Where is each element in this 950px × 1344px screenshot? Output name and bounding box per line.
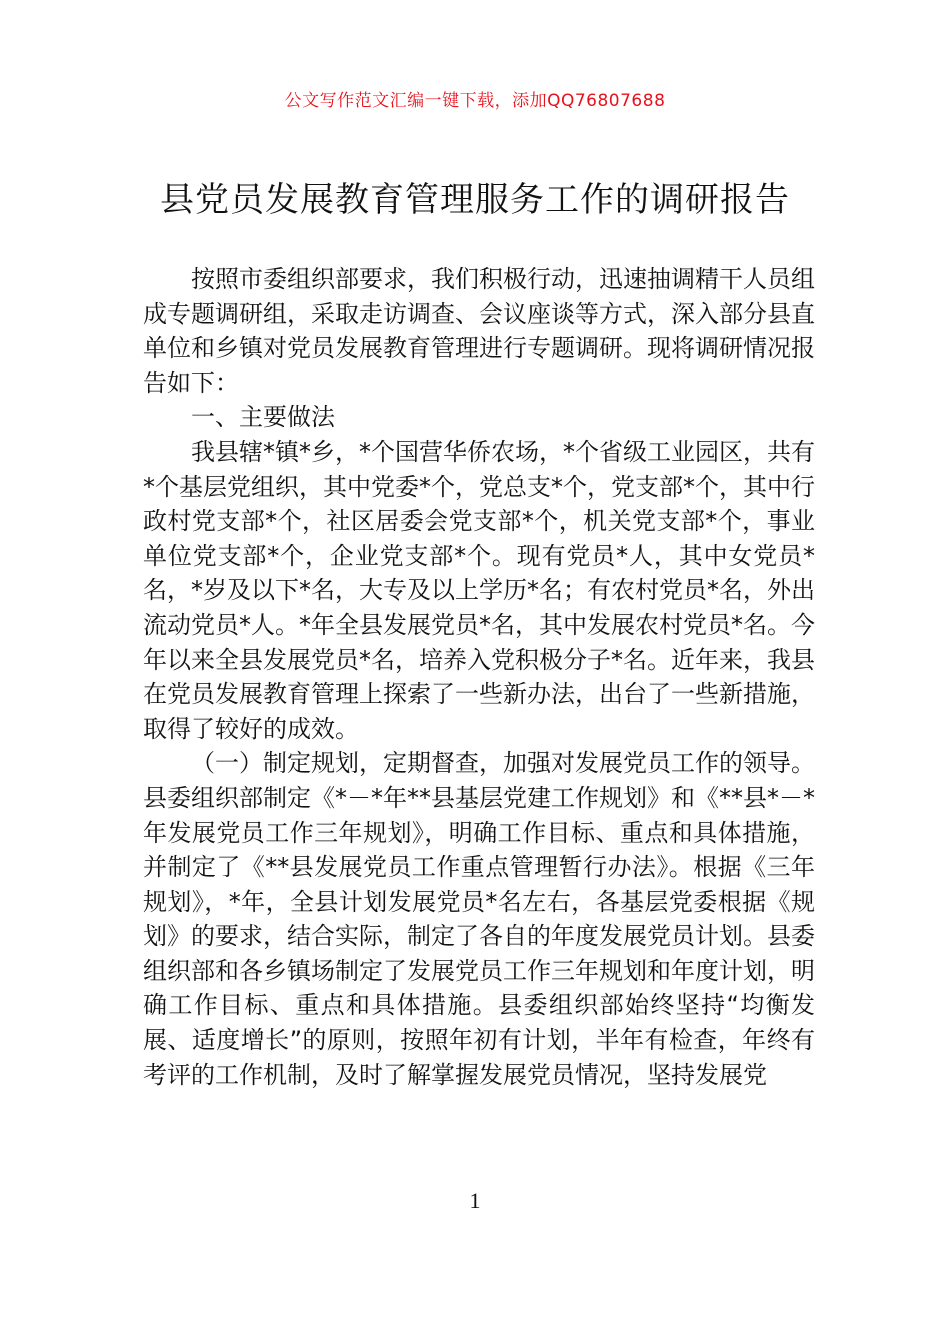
overview-paragraph: 我县辖*镇*乡，*个国营华侨农场，*个省级工业园区，共有*个基层党组织，其中党委*个，党总支*个，党支部*个，其中行政村党支部*个，社区居委会党支部*个，机关党支部*个，事业单位党支部*个，企业党支部*个。现有党员*人，其中女党员*名，*岁及以下*名，大专及以上学历*名；有农村党员*名，外出流动党员*人。*年全县发展党员*名，其中发展农村党员*名。今年以来全县发展党员*名，培养入党积极分子*名。近年来，我县在党员发展教育管理上探索了一些新办法，出台了一些新措施，取得了较好的成效。 xyxy=(143,437,815,743)
header-download-note: 公文写作范文汇编一键下载，添加QQ76807688 xyxy=(284,91,666,111)
section-heading-main-practices: 一、主要做法 xyxy=(191,403,335,432)
page-number: 1 xyxy=(469,1188,481,1213)
document-title: 县党员发展教育管理服务工作的调研报告 xyxy=(160,180,790,220)
subsection-planning-paragraph: （一）制定规划，定期督查，加强对发展党员工作的领导。县委组织部制定《*－*年**县基层党建工作规划》和《**县*－*年发展党员工作三年规划》，明确工作目标、重点和具体措施，并制定了《**县发展党员工作重点管理暂行办法》。根据《三年规划》，*年，全县计划发展党员*名左右，各基层党委根据《规划》的要求，结合实际，制定了各自的年度发展党员计划。县委组织部和各乡镇场制定了发展党员工作三年规划和年度计划，明确工作目标、重点和具体措施。县委组织部始终坚持“均衡发展、适度增长”的原则，按照年初有计划，半年有检查，年终有考评的工作机制，及时了解掌握发展党员情况，坚持发展党 xyxy=(143,749,815,1089)
intro-paragraph: 按照市委组织部要求，我们积极行动，迅速抽调精干人员组成专题调研组，采取走访调查、会议座谈等方式，深入部分县直单位和乡镇对党员发展教育管理进行专题调研。现将调研情况报告如下： xyxy=(143,265,815,397)
document-body xyxy=(143,262,815,1092)
